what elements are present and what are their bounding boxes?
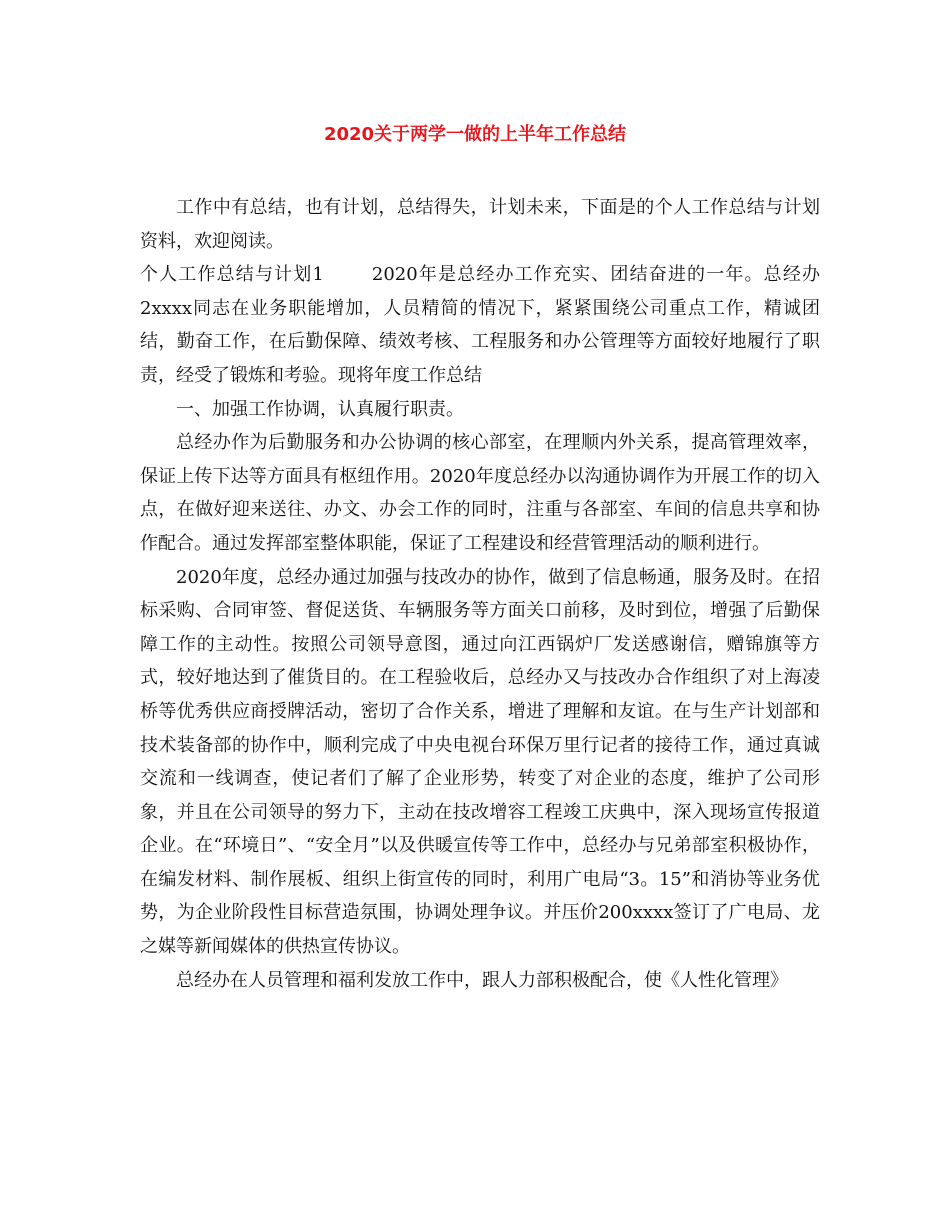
- plan-heading-label: 个人工作总结与计划1: [140, 264, 324, 286]
- document-title: 2020关于两学一做的上半年工作总结: [323, 124, 627, 145]
- body-paragraph-3: 总经办在人员管理和福利发放工作中，跟人力部积极配合，使《人性化管理》: [176, 969, 788, 991]
- body-paragraph-1: 总经办作为后勤服务和办公协调的核心部室，在理顺内外关系，提高管理效率，保证上传下达等方面具有枢纽作用。2020年度总经办以沟通协调作为开展工作的切入点，在做好迎来送往、办文、办会工作的同时，注重与各部室、车间的信息共享和协作配合。通过发挥部室整体职能，保证了工程建设和经营管理活动的顺利进行。: [140, 432, 820, 554]
- document-body: [140, 191, 820, 997]
- section-1-heading: 一、加强工作协调，认真履行职责。: [176, 398, 464, 420]
- body-paragraph-2: 2020年度，总经办通过加强与技改办的协作，做到了信息畅通，服务及时。在招标采购、合同审签、督促送货、车辆服务等方面关口前移，及时到位，增强了后勤保障工作的主动性。按照公司领导意图，通过向江西锅炉厂发送感谢信，赠锦旗等方式，较好地达到了催货目的。在工程验收后，总经办又与技改办合作组织了对上海凌桥等优秀供应商授牌活动，密切了合作关系，增进了理解和友谊。在与生产计划部和技术装备部的协作中，顺利完成了中央电视台环保万里行记者的接待工作，通过真诚交流和一线调查，使记者们了解了企业形势，转变了对企业的态度，维护了公司形象，并且在公司领导的努力下，主动在技改增容工程竣工庆典中，深入现场宣传报道企业。在“环境日”、“安全月”以及供暖宣传等工作中，总经办与兄弟部室积极协作，在编发材料、制作展板、组织上街宣传的同时，利用广电局“3。15”和消协等业务优势，为企业阶段性目标营造氛围，协调处理争议。并压价200xxxx签订了广电局、龙之媒等新闻媒体的供热宣传协议。: [140, 566, 820, 958]
- plan-heading-text: 2020年是总经办工作充实、团结奋进的一年。总经办2xxxx同志在业务职能增加，人员精简的情况下，紧紧围绕公司重点工作，精诚团结，勤奋工作，在后勤保障、绩效考核、工程服务和办公管理等方面较好地履行了职责，经受了锻炼和考验。现将年度工作总结: [140, 264, 820, 386]
- intro-paragraph: 工作中有总结，也有计划，总结得失，计划未来，下面是的个人工作总结与计划资料，欢迎阅读。: [140, 197, 820, 252]
- plan-heading-paragraph: [140, 258, 820, 392]
